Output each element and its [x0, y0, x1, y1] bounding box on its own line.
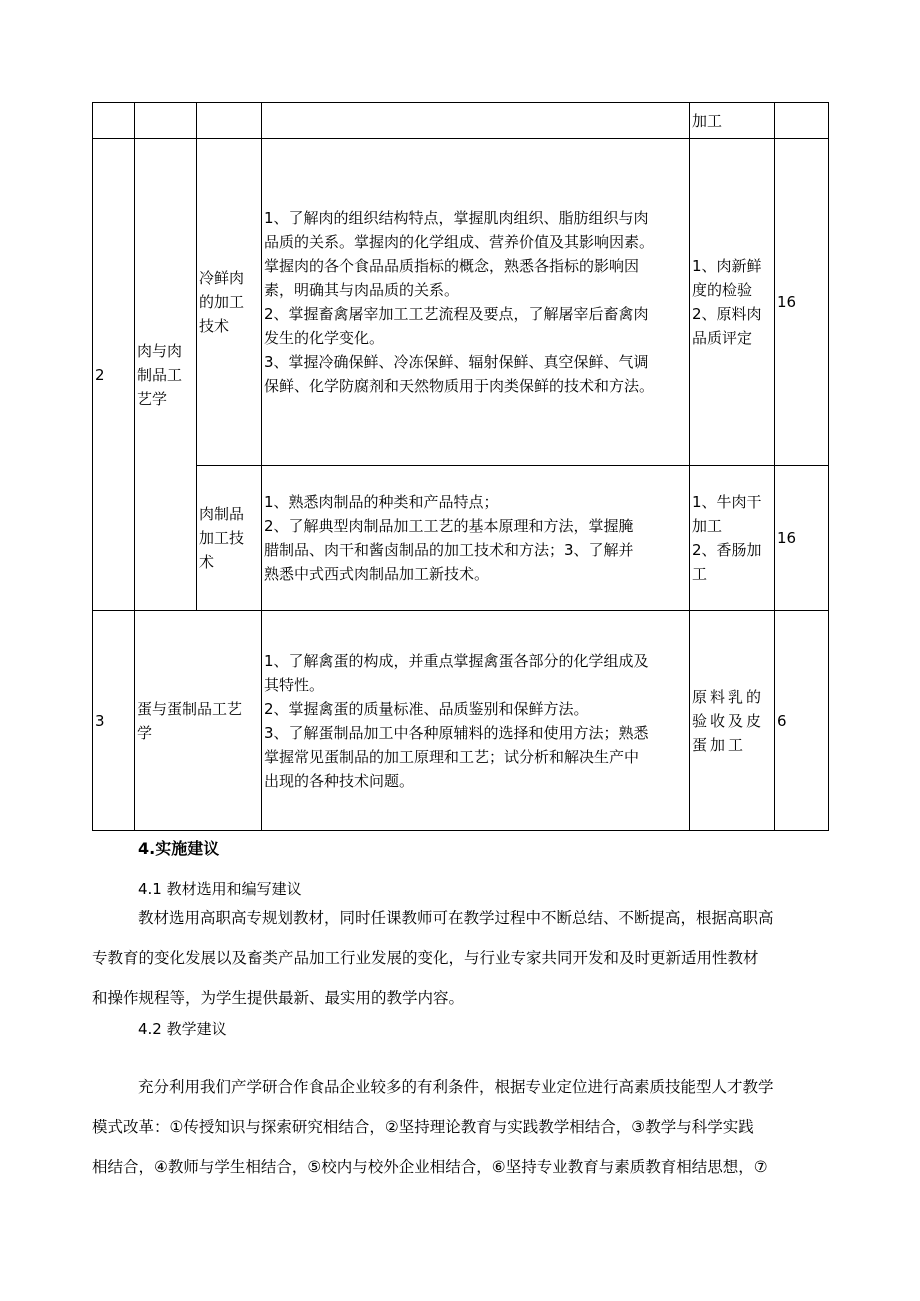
row-number: 2 — [93, 139, 135, 611]
subsection-title: 4.2 教学建议 — [138, 1020, 227, 1038]
cell-empty — [262, 103, 690, 139]
table-row — [93, 611, 829, 831]
cell-empty — [93, 103, 135, 139]
table-row — [93, 103, 829, 139]
table-row — [93, 139, 829, 466]
subsection-title: 4.1 教材选用和编写建议 — [138, 880, 302, 898]
teaching-content: 1、了解肉的组织结构特点，掌握肌肉组织、脂肪组织与肉 品质的关系。掌握肉的化学组成、营养价值及其影响因素。 掌握肉的各个食品品质指标的概念，熟悉各指标的影响因 素，明确其与肉品质的关系。 2、掌握畜禽屠宰加工工艺流程及要点，了解屠宰后畜禽肉 发生的化学变化。 3、掌握冷确保鲜、冷冻保鲜、辐射保鲜、真空保鲜、气调 保鲜、化学防腐剂和天然物质用于肉类保鲜的技术和方法。 — [262, 139, 690, 466]
hours-cell: 6 — [775, 611, 829, 831]
topic-name: 冷鲜肉 的加工 技术 — [197, 139, 262, 466]
paragraph-line: 和操作规程等，为学生提供最新、最实用的教学内容。 — [92, 989, 465, 1007]
table-row — [93, 466, 829, 611]
cell-empty — [197, 103, 262, 139]
hours-cell: 16 — [775, 466, 829, 611]
section-title: 4.实施建议 — [138, 839, 220, 858]
module-name: 蛋与蛋制品工艺 学 — [135, 611, 262, 831]
paragraph-line: 模式改革：①传授知识与探索研究相结合，②坚持理论教育与实践教学相结合，③教学与科学实践 — [92, 1118, 754, 1136]
paragraph — [92, 898, 832, 1018]
lab-cell: 1、牛肉干 加工 2、香肠加 工 — [690, 466, 775, 611]
lab-cell: 原料乳的 验收及皮 蛋加工 — [690, 611, 775, 831]
topic-name: 肉制品 加工技 术 — [197, 466, 262, 611]
cell-empty — [775, 103, 829, 139]
teaching-content: 1、了解禽蛋的构成，并重点掌握禽蛋各部分的化学组成及 其特性。 2、掌握禽蛋的质量标准、品质鉴别和保鲜方法。 3、了解蛋制品加工中各种原辅料的选择和使用方法；熟悉 掌握常见蛋制品的加工原理和工艺；试分析和解决生产中 出现的各种技术问题。 — [262, 611, 690, 831]
course-content-table — [92, 102, 829, 831]
row-number: 3 — [93, 611, 135, 831]
paragraph — [92, 1067, 832, 1187]
paragraph-line: 充分利用我们产学研合作食品企业较多的有利条件，根据专业定位进行高素质技能型人才教学 — [138, 1078, 774, 1096]
hours-cell: 16 — [775, 139, 829, 466]
paragraph-line: 教材选用高职高专规划教材，同时任课教师可在教学过程中不断总结、不断提高，根据高职高 — [138, 909, 774, 927]
cell-empty — [135, 103, 197, 139]
teaching-content: 1、熟悉肉制品的种类和产品特点； 2、了解典型肉制品加工工艺的基本原理和方法，掌握腌 腊制品、肉干和酱卤制品的加工技术和方法；3、了解并 熟悉中式西式肉制品加工新技术。 — [262, 466, 690, 611]
module-name: 肉与肉 制品工 艺学 — [135, 139, 197, 611]
paragraph-line: 专教育的变化发展以及畜类产品加工行业发展的变化，与行业专家共同开发和及时更新适用性教材 — [92, 949, 759, 967]
lab-cell: 1、肉新鲜 度的检验 2、原料肉 品质评定 — [690, 139, 775, 466]
lab-cell: 加工 — [690, 103, 775, 139]
paragraph-line: 相结合，④教师与学生相结合，⑤校内与校外企业相结合，⑥坚持专业教育与素质教育相结思想，⑦ — [92, 1158, 768, 1176]
